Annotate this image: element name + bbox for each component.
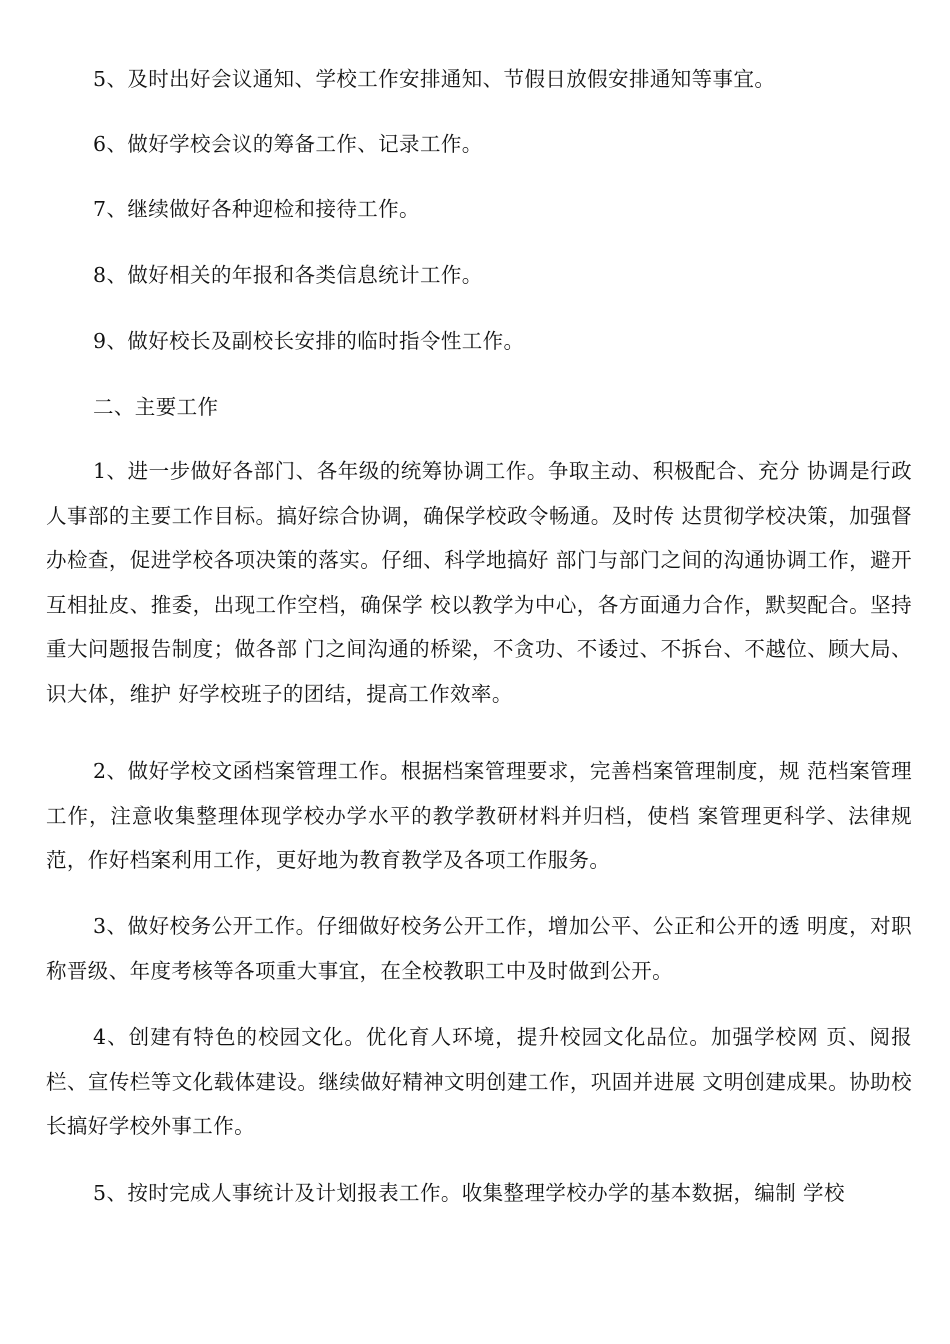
list-item: 7、继续做好各种迎检和接待工作。 [93, 197, 420, 221]
paragraph: 5、按时完成人事统计及计划报表工作。收集整理学校办学的基本数据，编制 学校 [93, 1181, 845, 1205]
list-item: 9、做好校长及副校长安排的临时指令性工作。 [93, 329, 525, 353]
paragraph: 4、创建有特色的校园文化。优化育人环境，提升校园文化品位。加强学校网 页、阅报栏、宣传栏等文化载体建设。继续做好精神文明创建工作，巩固并进展 文明创建成果。协助校长搞好学校外事工作。 [46, 1025, 912, 1138]
paragraph: 2、做好学校文函档案管理工作。根据档案管理要求，完善档案管理制度，规 范档案管理工作，注意收集整理体现学校办学水平的教学教研材料并归档，使档 案管理更科学、法律规范，作好档案利用工作，更好地为教育教学及各项工作服务。 [46, 759, 912, 872]
paragraph: 1、进一步做好各部门、各年级的统筹协调工作。争取主动、积极配合、充分 协调是行政人事部的主要工作目标。搞好综合协调，确保学校政令畅通。及时传 达贯彻学校决策，加强督办检查，促进学校各项决策的落实。仔细、科学地搞好 部门与部门之间的沟通协调工作，避开互相扯皮、推委，出现工作空档，确保学 校以教学为中心，各方面通力合作，默契配合。坚持重大问题报告制度；做各部 门之间沟通的桥梁，不贪功、不诿过、不拆台、不越位、顾大局、识大体，维护 好学校班子的团结，提高工作效率。 [46, 459, 912, 706]
paragraph: 3、做好校务公开工作。仔细做好校务公开工作，增加公平、公正和公开的透 明度，对职称晋级、年度考核等各项重大事宜，在全校教职工中及时做到公开。 [46, 914, 912, 983]
list-item: 8、做好相关的年报和各类信息统计工作。 [93, 263, 483, 287]
list-item: 5、及时出好会议通知、学校工作安排通知、节假日放假安排通知等事宜。 [93, 67, 776, 91]
list-item: 6、做好学校会议的筹备工作、记录工作。 [93, 132, 483, 156]
section-heading: 二、主要工作 [93, 395, 219, 419]
